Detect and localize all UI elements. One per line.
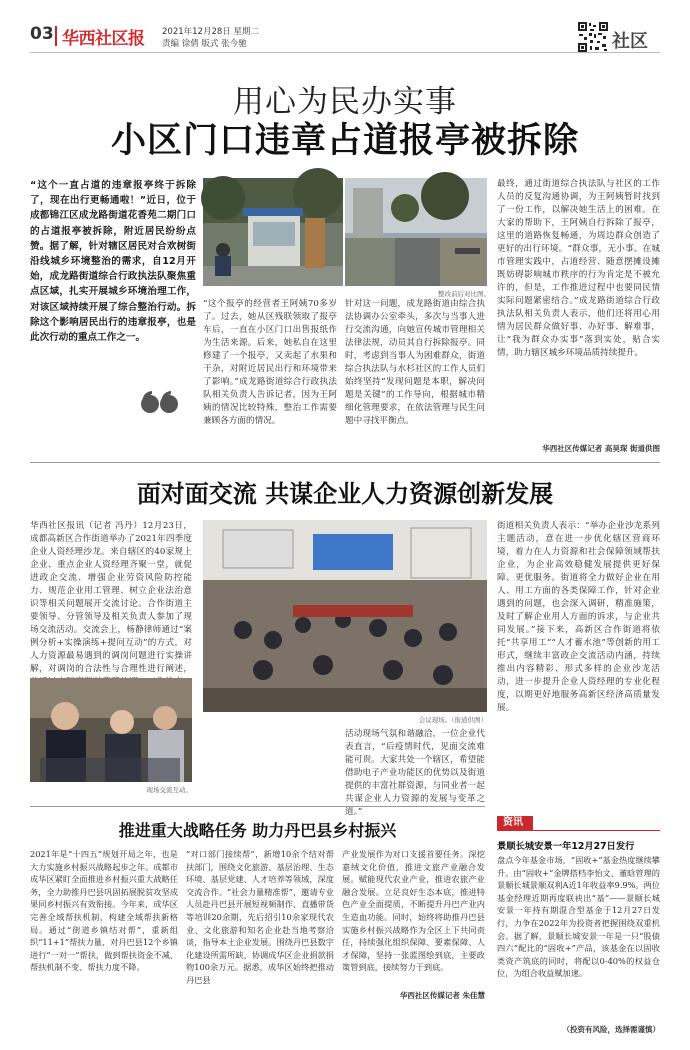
article-col2: “对口部门接续帮”，新增10余个结对帮扶部门，围绕文化旅游、基层治理、生态环境、基层党建、人才培养等领域，深度交流合作。“社会力量精准帮”，邀请专业人员赴丹巴县开展短视频制作、直播带货等培训20余期，先后招引10余家现代农业、文化旅游和知名企业赴当地考察洽谈，指导本土企业发展。围绕丹巴县数字化建设所需所缺，协调成华区企业捐款捐物100余万元。据悉，成华区始终把推动丹巴县 [186, 849, 334, 985]
divider-2 [30, 806, 485, 807]
editors: 责编 徐倩 版式 张今驰 [162, 39, 247, 49]
brief-label-text: 资讯 [503, 817, 523, 828]
brief-title: 景顺长城安景一年12月27日发行 [497, 841, 635, 852]
article-col1: 华西社区报讯（记者 冯丹）12月23日，成都高新区合作街道举办了2021年四季度企业人资经理沙龙。来自辖区的40家规上企业、重点企业人资经理齐聚一堂，就促进政企交流、增强企业劳资风险防控能力、规范企业用工管理、树立企业法治意识等相关问题展开交流讨论。合作街道主要领导、分管领导及相关负责人参加了现场交流活动。交流会上，杨静律师通过“案例分析+实操演练+提问互动”的方式，对人力资源最易遇到的调岗问题进行实操讲解，对调岗的合法性与合理性进行阐述， [30, 521, 192, 674]
issue-date: 2021年12月28日 星期二 [162, 27, 259, 37]
divider-1 [30, 462, 660, 463]
article-col3: 活动现场气氛和谐融洽，一位企业代表直言，“后疫情时代，见面交流难能可贵。大家共处一个辖区，希望能借助电子产业功能区的优势以及街道提供的丰富社群资源，与同业者一起共谋企业人力资源的发展与变革之道。” [345, 729, 485, 817]
brief-body: 盘点今年基金市场，“固收+”基金热度继续攀升。由“固收+”金牌搭档李怡文、董晗管理的景顺长城景顺双利A近1年收益率9.9%。两位基金经理近期再度联袂出“基”——景顺长城安景一年持有期混合型基金于12月27日发行，力争在2022年为投资者把握围绕双重机会。据了解，景顺长城安景一年是一只“股债四六”配比的“固收+”产品，该基金在以固收类资产筑底的同时，将配以0-40%的权益仓位，为组合收益赋加速。 [497, 855, 660, 979]
article-byline: 华西社区传媒记者 朱佳慧 [399, 991, 485, 1000]
article-col4: 街道相关负责人表示：“举办企业沙龙系列主题活动，意在进一步优化辖区营商环境，着力在人力资源和社会保障领域帮扶企业，为企业高效稳健发展提供更好保障、更优服务。街道将全力做好企业在用人、用工方面的各类保障工作，针对企业遇到的问题，也会深入调研，精准施策，及时了解企业用人方面的诉求，与企业共同发展。”接下来，高新区合作街道将依托“共享用工”“人才蓄水池”等创新的用工形式，继续丰富政企交流活动内涵，持续推出内容精彩、形式多样的企业沙龙活动，进一步提升企业人资经理的专业化程度，以期更好地服务高新区经济高质量发展。 [497, 521, 660, 713]
header-divider-bar [55, 26, 57, 46]
salon-photo-main [203, 520, 487, 712]
article-kicker: 用心为民办实事 [233, 84, 457, 120]
booth-photo-before [203, 178, 343, 286]
article-title: 面对面交流 共谋企业人力资源创新发展 [136, 480, 554, 508]
article-col1: 2021年是“十四五”规划开局之年，也是大力实施乡村振兴战略起步之年。成都市成华区紧盯全面推进乡村振兴重大战略任务，全力助推丹巴县巩固拓展脱贫攻坚成果同乡村振兴有效衔接。今年来，成华区完善全域帮扶机制，构建全域帮扶新格局。通过“街道乡镇结对帮”，重新组织“11+1”帮扶力量，对丹巴县12个乡镇进行“一对一”帮扶，做到帮扶资金不减、帮扶机制不变、帮扶力度不降。 [30, 849, 178, 973]
article-lead: “这个一直占道的违章报亭终于拆除了，现在出行更畅通啦！”近日，位于成都锦江区成龙路街道花香苑二期门口的占道报亭被拆除，附近居民纷纷点赞。据了解，针对辖区居民对合欢树街沿线城乡环境整治的需求，自12月开始，成龙路街道综合行政执法队聚焦重点区域，扎实开展城乡环境治理工作，对该区域持续开展了综合整治行动。拆除这个影响居民出行的违章报亭，也是此次行动的重点工作之一。 [30, 180, 196, 344]
brief-label [497, 816, 660, 831]
quote-mark-icon [140, 390, 180, 416]
article-byline: 华西社区传媒记者 高昊琛 街道供图 [542, 444, 660, 453]
page-header [0, 0, 690, 58]
booth-photo-after [345, 178, 487, 286]
article-col4: 最终，通过街道综合执法队与社区的工作人员的反复沟通协调，为王阿姨暂时找到了一份工作，以解决她生活上的困难。在大家的帮助下，王阿姨自行拆除了报亭，这里的道路恢复畅通，为周边群众创造了更好的出行环境。“群众事，无小事。在城市管理实践中，占道经营、随意摆摊设摊既妨碍影响城市秩序的行为肯定是不被允许的，但是，工作推进过程中也要同民情实际问题紧密结合。”成龙路街道综合行政执法队相关负责人表示，他们还将用心用情为居民群众做好事、办好事、解难事，让“我为群众办实事”落到实处，贴合实情，助力辖区城乡环境品质持续提升。 [497, 179, 660, 358]
article-title: 推进重大战略任务 助力丹巴县乡村振兴 [118, 821, 397, 840]
article-col3: 针对这一问题，成龙路街道由综合执法协调办公室牵头，多次与当事人进行交流沟通，向她宣传城市管理相关法律法规，动员其自行拆除报亭。同时，考虑到当事人为困难群众，街道综合执法队与水杉社区的工作人员们始终坚持“发现问题是本职，解决问题是关键”的工作导向，根据城市精细化管理要求，在依法管理与民生问题中寻找平衡点。 [345, 299, 485, 426]
photo-caption-main: 会议现场。（街道供图） [418, 716, 487, 724]
brief-note: （投资有风险，选择需谨慎） [562, 1025, 660, 1034]
header-rule [30, 52, 660, 53]
salon-photo-small [30, 678, 192, 782]
article-col3: 产业发展作为对口支援首要任务。深挖嘉绒文化价值，推进文旅产业融合发展。赋能现代农业产业，推进农旅产业融合发展。立足良好生态本底，推进特色产业全面提质，不断提升丹巴产业内生造血功能。同时，始终将助推丹巴县实施乡村振兴战略作为全区上下共同责任，持续强化组织保障、要素保障、人才保障，坚持一张蓝图绘到底，主要政策管到底，接续努力于到底。 [342, 849, 485, 973]
section-name: 社区 [612, 31, 648, 52]
photo-caption: 整改前后对比图。 [438, 290, 490, 298]
qr-code [578, 22, 608, 52]
photo-caption-small: 现场交流互动。 [146, 786, 192, 794]
page-number: 03 [30, 24, 54, 44]
brand-name: 华西社区报 [62, 29, 145, 49]
article-title: 小区门口违章占道报亭被拆除 [110, 120, 579, 161]
article-col2: “这个报亭的经营者王阿姨70多岁了。过去，她从区残联领取了报亭车后，一直在小区门口出售报纸作为生活来源。后来，她私自在这里修建了一个报亭，又卖起了水果和干杂，对附近居民出行和环境带来了影响。”成龙路街道综合行政执法队相关负责人告诉记者，因为王阿姨的情况比较特殊，整治工作需要兼顾各方面的情况。 [203, 299, 337, 426]
